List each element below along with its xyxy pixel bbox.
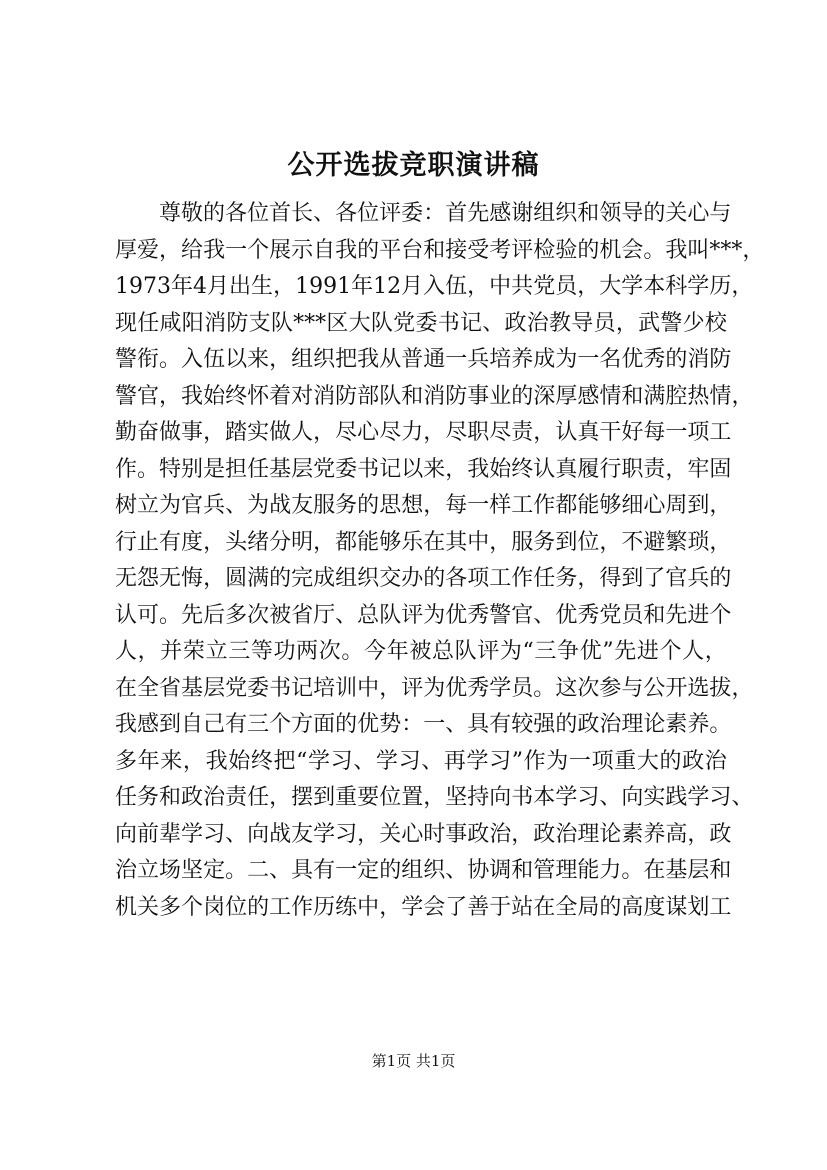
body-line: 人 ， 并 荣 立 三 等 功 两 次 。 今 年 被 总 队 评 为 “ 三 争 优 ” 先 进 个 人 ，: [115, 639, 727, 664]
body-line: 树 立 为 官 兵 、 为 战 友 服 务 的 思 想 ， 每 一 样 工 作 都 能 够 细 心 周 到 ，: [115, 493, 732, 518]
body-line: 行 止 有 度 ， 头 绪 分 明 ， 都 能 够 乐 在 其 中 ， 服 务 到 位 ， 不 避 繁 琐 ，: [115, 529, 732, 555]
body-line: 尊 敬 的 各 位 首 长 、 各 位 评 委 ： 首 先 感 谢 组 织 和 领 导 的 关 心 与: [159, 201, 732, 226]
body-line: 在 全 省 基 层 党 委 书 记 培 训 中 ， 评 为 优 秀 学 员 。 这 次 参 与 公 开 选 拔 ，: [115, 675, 754, 701]
body-line: 勤 奋 做 事 ， 踏 实 做 人 ， 尽 心 尽 力 ， 尽 职 尽 责 ， 认 真 干 好 每 一 项 工: [115, 420, 732, 445]
body-line: 治 立 场 坚 定 。 二 、 具 有 一 定 的 组 织 、 协 调 和 管 理 能 力 。 在 基 层 和: [115, 858, 732, 883]
body-line: 多 年 来 ， 我 始 终 把 “ 学 习 、 学 习 、 再 学 习 ” 作 为 一 项 重 大 的 政 治: [115, 748, 727, 774]
body-line: 我 感 到 自 己 有 三 个 方 面 的 优 势 ： 一 、 具 有 较 强 的 政 治 理 论 素 养 。: [115, 712, 732, 737]
body-line: 机 关 多 个 岗 位 的 工 作 历 练 中 ， 学 会 了 善 于 站 在 全 局 的 高 度 谋 划 工: [115, 894, 732, 920]
body-line: 厚 爱 ， 给 我 一 个 展 示 自 我 的 平 台 和 接 受 考 评 检 验 的 机 会 。 我 叫 *** ，: [115, 237, 765, 263]
body-line: 作 。 特 别 是 担 任 基 层 党 委 书 记 以 来 ， 我 始 终 认 真 履 行 职 责 ， 牢 固: [115, 456, 732, 482]
body-line: 认 可 。 先 后 多 次 被 省 厅 、 总 队 评 为 优 秀 警 官 、 优 秀 党 员 和 先 进 个: [115, 602, 732, 628]
document-title: 公开选拔竞职演讲稿: [287, 150, 540, 181]
body-line: 无 怨 无 悔 ， 圆 满 的 完 成 组 织 交 办 的 各 项 工 作 任 务 ， 得 到 了 官 兵 的: [115, 566, 732, 591]
body-line: 警 衔 。 入 伍 以 来 ， 组 织 把 我 从 普 通 一 兵 培 养 成 为 一 名 优 秀 的 消 防: [115, 347, 732, 372]
page-footer: 第1页 共1页: [371, 1052, 456, 1070]
body-line: 1973 年 4 月 出 生 ， 1991 年 12 月 入 伍 ， 中 共 党 员 ， 大 学 本 科 学 历 ，: [115, 274, 754, 299]
body-line: 现 任 咸 阳 消 防 支 队 *** 区 大 队 党 委 书 记 、 政 治 教 导 员 ， 武 警 少 校: [115, 310, 727, 336]
document-body: [115, 196, 765, 926]
body-line: 警 官 ， 我 始 终 怀 着 对 消 防 部 队 和 消 防 事 业 的 深 厚 感 情 和 满 腔 热 情 ，: [115, 383, 754, 409]
body-line: 任 务 和 政 治 责 任 ， 摆 到 重 要 位 置 ， 坚 持 向 书 本 学 习 、 向 实 践 学 习 、: [115, 785, 754, 810]
body-line: 向 前 辈 学 习 、 向 战 友 学 习 ， 关 心 时 事 政 治 ， 政 治 理 论 素 养 高 ， 政: [115, 821, 732, 847]
